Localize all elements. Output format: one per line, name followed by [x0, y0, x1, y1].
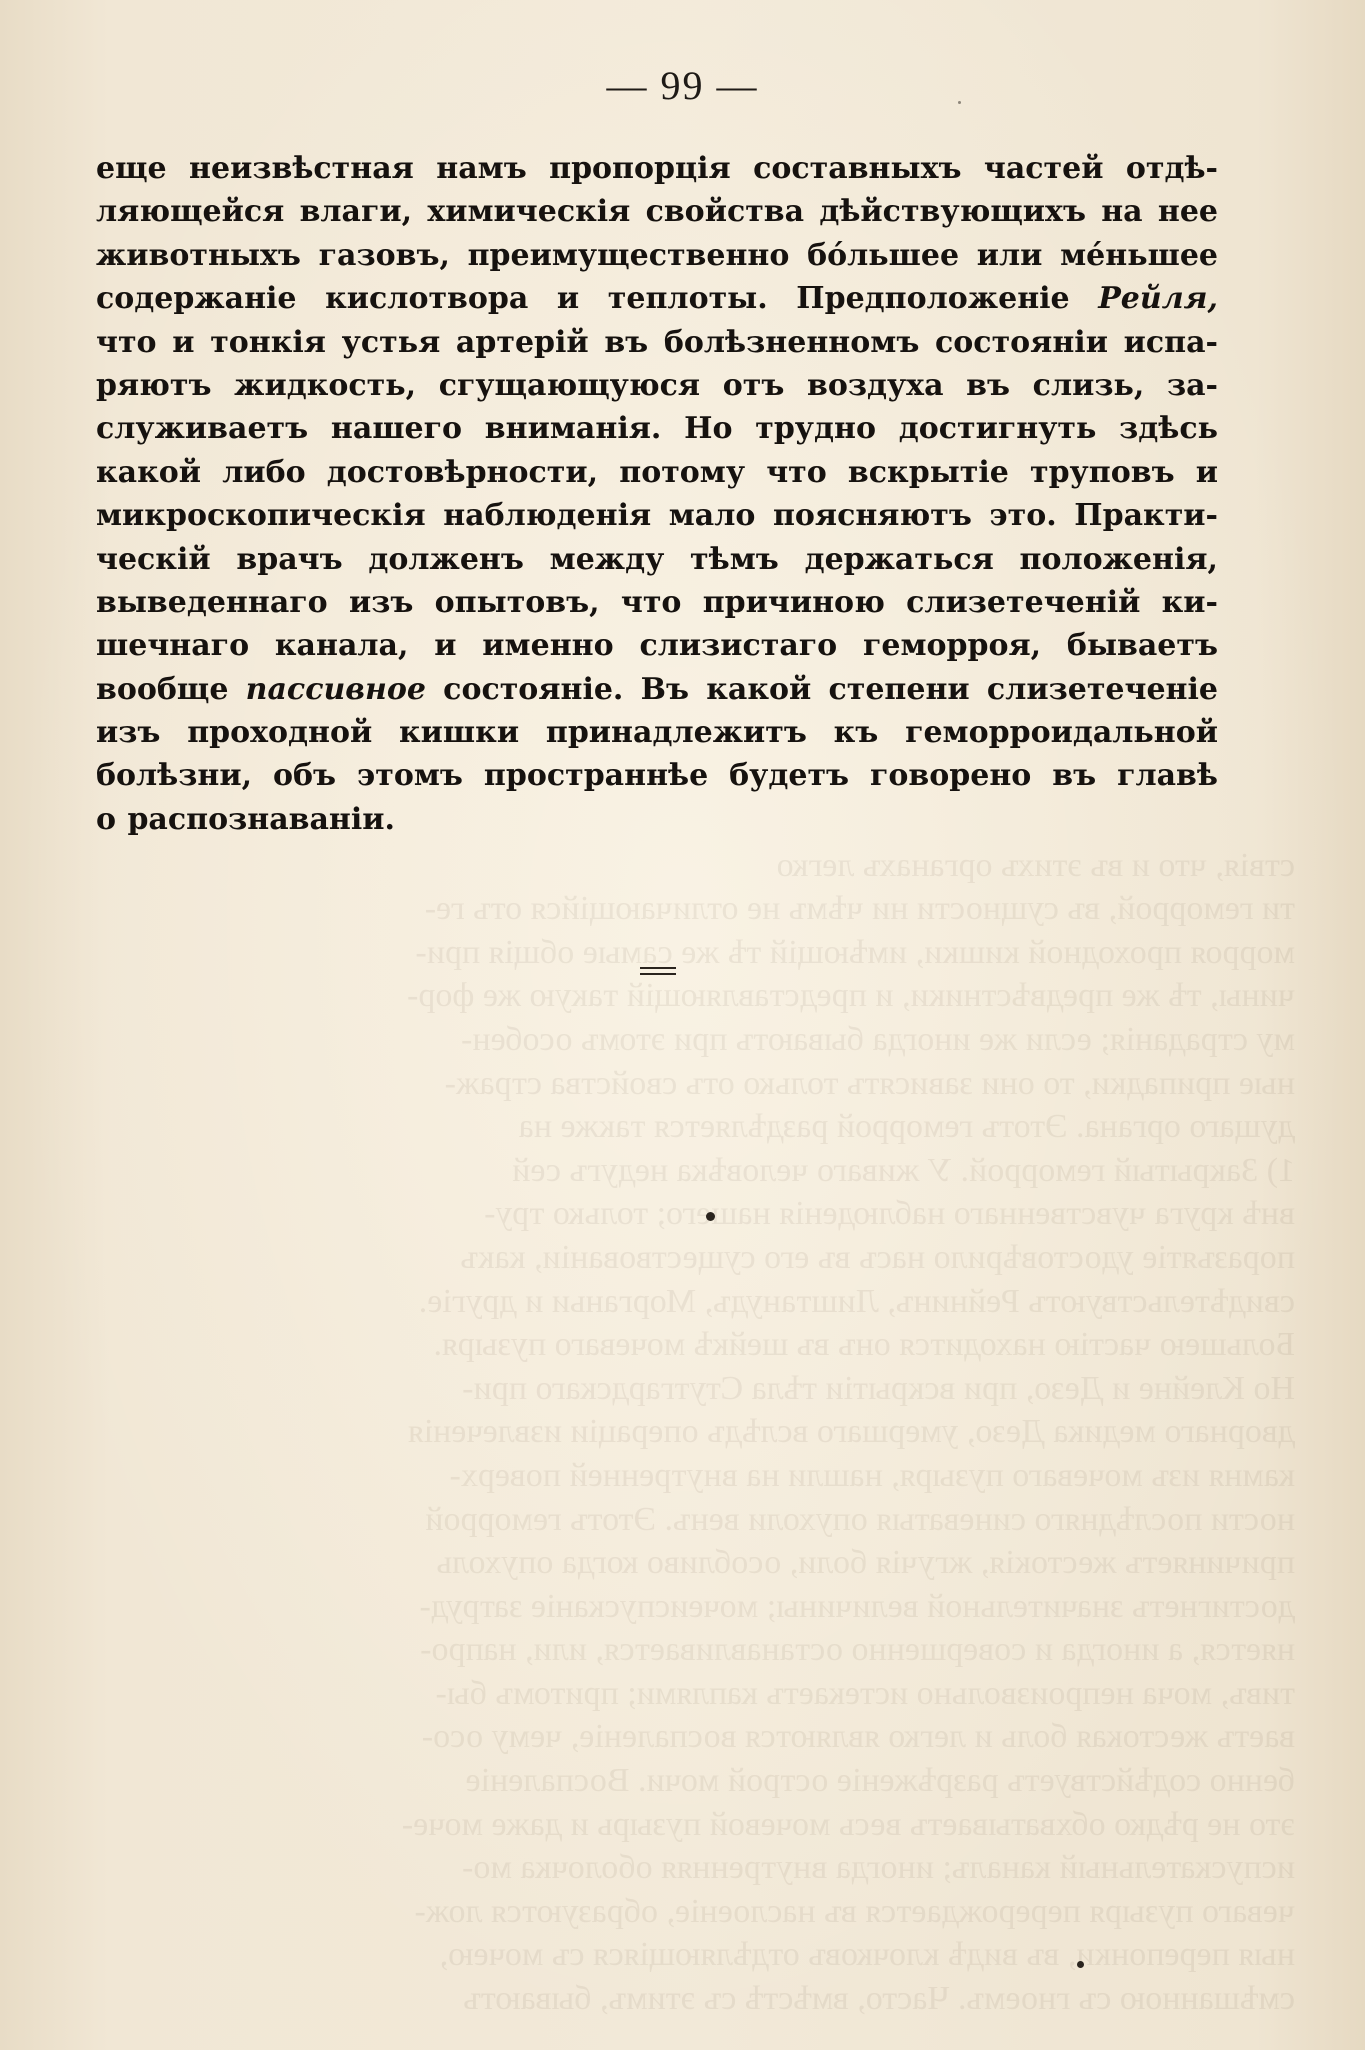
text-line [96, 451, 1218, 494]
text-run: какой либо достовѣрности, потому что вскрытіе труповъ и [96, 454, 1218, 490]
section-divider [640, 967, 676, 975]
text-line [96, 321, 1218, 364]
text-run: животныхъ газовъ, преимущественно бо́льшее или ме́ньшее [96, 237, 1218, 273]
text-line [96, 581, 1218, 624]
text-run: содержаніе кислотвора и теплоты. Предположеніе [96, 281, 1099, 317]
italic-text: Рейля, [1098, 281, 1218, 317]
text-line [96, 624, 1218, 667]
text-run: выведеннаго изъ опытовъ, что причиною слизетеченій ки- [96, 584, 1218, 620]
text-line [96, 494, 1218, 537]
text-line [96, 407, 1218, 450]
text-line [96, 277, 1218, 320]
ink-spot [706, 1212, 715, 1221]
text-run: ческій врачъ долженъ между тѣмъ держаться положенія, [96, 541, 1218, 577]
text-line [96, 538, 1218, 581]
text-line [96, 364, 1218, 407]
page-number: — 99 — [606, 63, 759, 108]
text-run: о распознаваніи. [96, 801, 395, 837]
text-run: еще неизвѣстная намъ пропорція составныхъ частей отдѣ- [96, 151, 1218, 186]
text-run: вообще [96, 671, 246, 707]
italic-text: пассивное [245, 671, 426, 707]
text-line [96, 668, 1218, 711]
ink-spot [958, 101, 961, 104]
text-run: микроскопическія наблюденія мало поясняютъ это. Практи- [96, 498, 1218, 534]
ink-spot [1077, 1961, 1084, 1968]
text-line [96, 147, 1218, 190]
text-line [96, 234, 1218, 277]
text-run: ляющейся влаги, химическія свойства дѣйствующихъ на нее [96, 194, 1218, 230]
text-run: болѣзни, объ этомъ пространнѣе будетъ говорено въ главѣ [96, 758, 1218, 794]
text-run: изъ проходной кишки принадлежитъ къ геморроидальной [96, 715, 1218, 751]
text-run: состояніе. Въ какой степени слизетеченіе [425, 671, 1218, 707]
text-line [96, 711, 1218, 754]
text-line [96, 798, 1218, 841]
text-line [96, 754, 1218, 797]
text-line [96, 190, 1218, 233]
text-run: служиваетъ нашего вниманія. Но трудно достигнуть здѣсь [96, 411, 1218, 447]
text-run: шечнаго канала, и именно слизистаго геморроя, бываетъ [96, 628, 1218, 664]
bleed-through-reverse-text: ствія, что и въ этихъ органахъ легко ти геморрой, въ сущности ни чѣмъ не отличающійся отъ ге- морроя проходной кишки, имѣющій тѣ же самые общія при- чины, тѣ же предвѣстники, и представляющій такую же фор- му страданія; если же иногда бываютъ при этомъ особен- ные припадки, то они зависятъ только отъ свойства страж- дущаго органа. Этотъ геморрой раздѣляется также на 1) Закрытый геморрой. У живаго человѣка недугъ сей внѣ круга чувственнаго наблюденія только тру- поразъятіе удостовѣрило насъ въ его существованіи, какъ свидѣтельствуютъ Рейнинъ, Лиштанудъ, Морганьи и другіе. Большею частію находится онъ въ шейкѣ мочеваго пузыря. Но Клейне и Дезо, при вскрытіи тѣла Стутгардскаго при- дворнаго медика Дезо, умершаго вслѣдъ операціи извлеченія камня изъ мочеваго пузыря, нашли на внутренней поверх- ности послѣдняго синеватыя опухоли венъ. Этотъ геморрой причиняетъ жестокія, жгучія боли, особливо когда опухоль достигнетъ значительной величины; мочеиспусканіе затруд- няется, а иногда и совершенно останавливается, или, напро- тивъ, моча непроизвольно истекаетъ каплями; притомъ бы- ваетъ жестокая боль и легко являются воспаленіе, чему осо- бенно содѣйствуетъ разрѣженіе острой мочи. Воспаленіе это не рѣдко обхватываетъ весь мочевой пузырь и даже моче- испускательный каналъ; иногда внутренняя оболочка мо- чеваго пузыря перерождается въ наслоеніе, образуются лож- ныя перепонки, въ видѣ клочковъ отдѣляющіяся съ мочею, смѣшанною съ гноемъ. Часто, вмѣстѣ съ этимъ, бываютъ [401, 846, 1295, 2018]
text-run: что и тонкія устья артерій въ болѣзненномъ состояніи испа- [96, 324, 1218, 360]
text-run: ряютъ жидкость, сгущающуюся отъ воздуха въ слизь, за- [96, 367, 1218, 403]
body-text [96, 147, 1218, 841]
